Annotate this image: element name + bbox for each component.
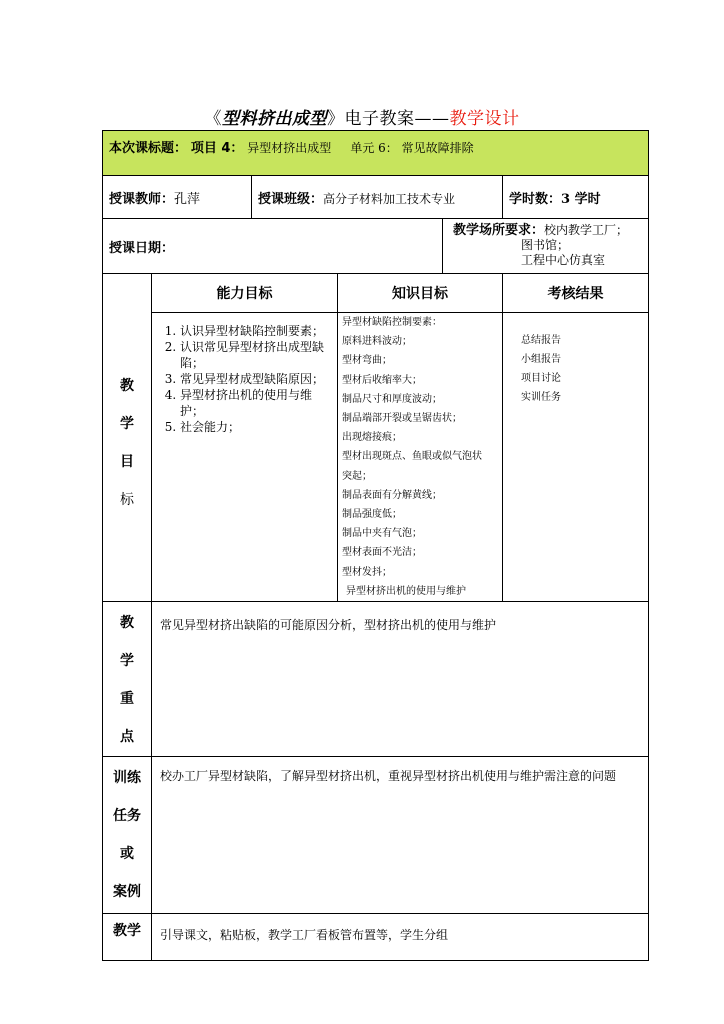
class-name: 高分子材料加工技术专业: [323, 191, 456, 206]
side-char: 点: [120, 729, 134, 746]
title-tail: 教学设计: [449, 109, 520, 129]
lesson-header: [103, 131, 649, 176]
lesson-plan-table: [102, 130, 649, 961]
header-unit: 单元 6：: [350, 141, 398, 155]
knowledge-item: 制品端部开裂或呈锯齿状；: [342, 413, 462, 425]
assessment-item: 总结报告: [521, 335, 561, 346]
col-assessment: 考核结果: [503, 274, 649, 313]
hours-value: 3 学时: [561, 191, 601, 207]
venue-item: 校内教学工厂；: [544, 223, 629, 237]
knowledge-item: 异型材缺陷控制要素：: [342, 317, 442, 328]
ability-item: 1. 认识异型材缺陷控制要素；: [180, 323, 331, 339]
assessment-item: 小组报告: [521, 354, 561, 365]
teacher-cell: [103, 176, 252, 219]
hours-label: 学时数：: [509, 191, 562, 207]
ability-item: 2. 认识常见异型材挤出成型缺陷；: [180, 339, 331, 371]
side-char: 或: [120, 846, 134, 863]
title-suffix: 》电子教案——: [327, 109, 450, 129]
knowledge-item: 制品表面有分解黄线；: [342, 489, 442, 501]
knowledge-item: 型材出现斑点、鱼眼或似气泡状: [342, 451, 482, 463]
header-project: 项目 4：: [190, 141, 244, 156]
side-char: 重: [120, 691, 134, 708]
assessment-item: 项目讨论: [521, 373, 561, 384]
knowledge-item: 出现熔接痕；: [342, 432, 402, 444]
class-cell: [252, 176, 503, 219]
ability-cell: [152, 313, 338, 602]
method-text: 引导课文，粘贴板，教学工厂看板管布置等，学生分组: [152, 914, 649, 961]
knowledge-item: 型材发抖；: [342, 566, 392, 578]
knowledge-item: 异型材挤出机的使用与维护: [346, 585, 466, 597]
knowledge-item: 突起；: [342, 470, 372, 482]
task-text: 校办工厂异型材缺陷，了解异型材挤出机，重视异型材挤出机使用与维护需注意的问题: [152, 757, 649, 914]
venue-item: 工程中心仿真室: [521, 253, 606, 267]
side-char: 教: [120, 615, 134, 632]
knowledge-item: 原料进料波动；: [342, 336, 412, 348]
ability-list: [162, 323, 331, 435]
ability-item: 5. 社会能力；: [180, 419, 331, 435]
side-char: 教: [120, 377, 134, 394]
knowledge-item: 制品中夹有气泡；: [342, 528, 422, 540]
teacher-name: 孔萍: [174, 191, 201, 207]
side-char: 案例: [113, 884, 141, 901]
method-side-label: 教学: [103, 914, 152, 961]
goals-side-label: [103, 274, 152, 602]
knowledge-item: 型材表面不光洁；: [342, 547, 422, 559]
knowledge-cell: [338, 313, 503, 602]
date-cell: [103, 219, 443, 274]
hours-cell: [503, 176, 649, 219]
side-char: 学: [120, 415, 134, 432]
focus-side-label: [103, 602, 152, 757]
venue-cell: [443, 219, 649, 274]
header-label: 本次课标题：: [109, 141, 188, 156]
side-char: 学: [120, 653, 134, 670]
ability-item: 4. 异型材挤出机的使用与维护；: [180, 387, 331, 419]
side-char: 训练: [113, 770, 141, 787]
col-knowledge: 知识目标: [338, 274, 503, 313]
side-char: 任务: [113, 808, 141, 825]
knowledge-item: 制品尺寸和厚度波动；: [342, 393, 442, 405]
title-prefix: 《: [204, 109, 222, 129]
assessment-cell: [503, 313, 649, 602]
date-label: 授课日期：: [109, 240, 175, 256]
focus-text: 常见异型材挤出缺陷的可能原因分析，型材挤出机的使用与维护: [152, 602, 649, 757]
side-char: 标: [120, 491, 134, 508]
venue-label: 教学场所要求：: [453, 223, 545, 238]
page-title: [0, 104, 724, 129]
side-char: 目: [120, 453, 134, 470]
knowledge-item: 型材弯曲；: [342, 355, 392, 367]
header-project-name: 异型材挤出成型: [247, 141, 332, 155]
knowledge-item: 型材后收缩率大；: [342, 374, 422, 386]
teacher-label: 授课教师：: [109, 191, 175, 207]
ability-item: 3. 常见异型材成型缺陷原因；: [180, 371, 331, 387]
venue-item: 图书馆；: [521, 238, 570, 252]
title-course: 型料挤出成型: [222, 109, 327, 129]
col-ability: 能力目标: [152, 274, 338, 313]
knowledge-item: 制品强度低；: [342, 509, 402, 521]
header-unit-name: 常见故障排除: [401, 141, 474, 155]
assessment-item: 实训任务: [521, 392, 561, 403]
class-label: 授课班级：: [258, 191, 324, 207]
task-side-label: [103, 757, 152, 914]
